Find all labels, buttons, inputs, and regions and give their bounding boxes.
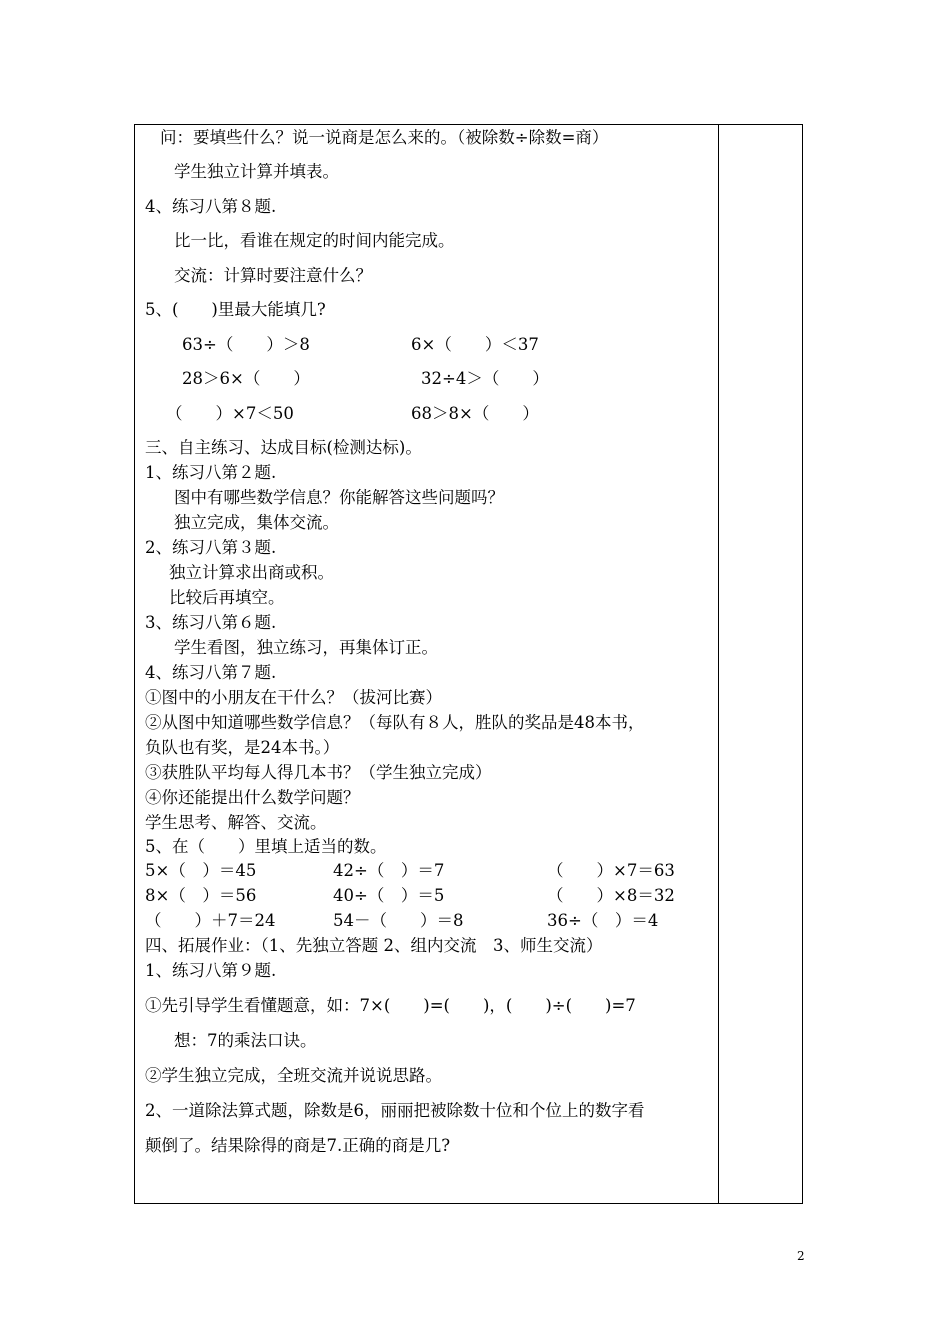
text-line: 68＞8×（ ） bbox=[411, 404, 539, 423]
text-line: 学生看图，独立练习，再集体订正。 bbox=[174, 638, 438, 657]
text-line: （ ）×7＝63 bbox=[547, 861, 675, 880]
text-line: 42÷（ ）＝7 bbox=[333, 861, 445, 880]
text-line: 独立计算求出商或积。 bbox=[169, 563, 334, 582]
text-line: 颠倒了。结果除得的商是7.正确的商是几? bbox=[145, 1136, 451, 1155]
text-line: 学生独立计算并填表。 bbox=[174, 162, 339, 181]
text-line: ②学生独立完成，全班交流并说说思路。 bbox=[145, 1066, 442, 1085]
text-line: 40÷（ ）＝5 bbox=[333, 886, 445, 905]
text-line: 63÷（ ）＞8 bbox=[182, 335, 310, 354]
text-line: 2、练习八第３题. bbox=[145, 538, 277, 557]
text-line: 学生思考、解答、交流。 bbox=[145, 813, 327, 832]
text-line: ①先引导学生看懂题意，如：7×( )=( )，( )÷( )=7 bbox=[145, 996, 636, 1015]
text-line: 独立完成，集体交流。 bbox=[174, 513, 339, 532]
text-line: 8×（ ）＝56 bbox=[145, 886, 257, 905]
text-line: 4、练习八第８题. bbox=[145, 197, 277, 216]
text-line: 负队也有奖，是24本书。） bbox=[145, 738, 340, 757]
text-line: ④你还能提出什么数学问题？ bbox=[145, 788, 360, 807]
text-line: 5、( )里最大能填几? bbox=[145, 300, 326, 319]
text-line: 想：7的乘法口诀。 bbox=[174, 1031, 317, 1050]
text-line: （ ）＋7＝24 bbox=[145, 911, 276, 930]
text-line: 32÷4＞（ ） bbox=[421, 369, 549, 388]
text-line: ①图中的小朋友在干什么？（拔河比赛） bbox=[145, 688, 442, 707]
text-line: 1、练习八第９题. bbox=[145, 961, 277, 980]
section-heading: 四、拓展作业：（1、先独立答题 2、组内交流 3、师生交流） bbox=[145, 936, 603, 955]
text-line: 36÷（ ）＝4 bbox=[547, 911, 659, 930]
text-line: 1、练习八第２题. bbox=[145, 463, 277, 482]
text-line: 6×（ ）＜37 bbox=[411, 335, 539, 354]
table-column-divider bbox=[718, 124, 719, 1204]
text-line: 比较后再填空。 bbox=[169, 588, 285, 607]
text-line: 3、练习八第６题. bbox=[145, 613, 277, 632]
section-heading: 三、自主练习、达成目标(检测达标)。 bbox=[145, 438, 422, 457]
text-line: 图中有哪些数学信息？你能解答这些问题吗？ bbox=[174, 488, 504, 507]
text-line: （ ）×8＝32 bbox=[547, 886, 675, 905]
text-line: 5、在（ ）里填上适当的数。 bbox=[145, 837, 387, 856]
text-line: 5×（ ）＝45 bbox=[145, 861, 257, 880]
text-line: 问：要填些什么？说一说商是怎么来的。（被除数÷除数=商） bbox=[160, 128, 609, 147]
text-line: （ ）×7＜50 bbox=[166, 404, 294, 423]
page-number: 2 bbox=[797, 1249, 805, 1263]
text-line: 2、一道除法算式题，除数是6，丽丽把被除数十位和个位上的数字看 bbox=[145, 1101, 645, 1120]
text-line: 54－（ ）＝8 bbox=[333, 911, 464, 930]
text-line: 28＞6×（ ） bbox=[182, 369, 310, 388]
text-line: ③获胜队平均每人得几本书？（学生独立完成） bbox=[145, 763, 492, 782]
text-line: ②从图中知道哪些数学信息？（每队有８人，胜队的奖品是48本书， bbox=[145, 713, 645, 732]
text-line: 交流：计算时要注意什么？ bbox=[174, 266, 372, 285]
text-line: 4、练习八第７题. bbox=[145, 663, 277, 682]
text-line: 比一比，看谁在规定的时间内能完成。 bbox=[174, 231, 455, 250]
